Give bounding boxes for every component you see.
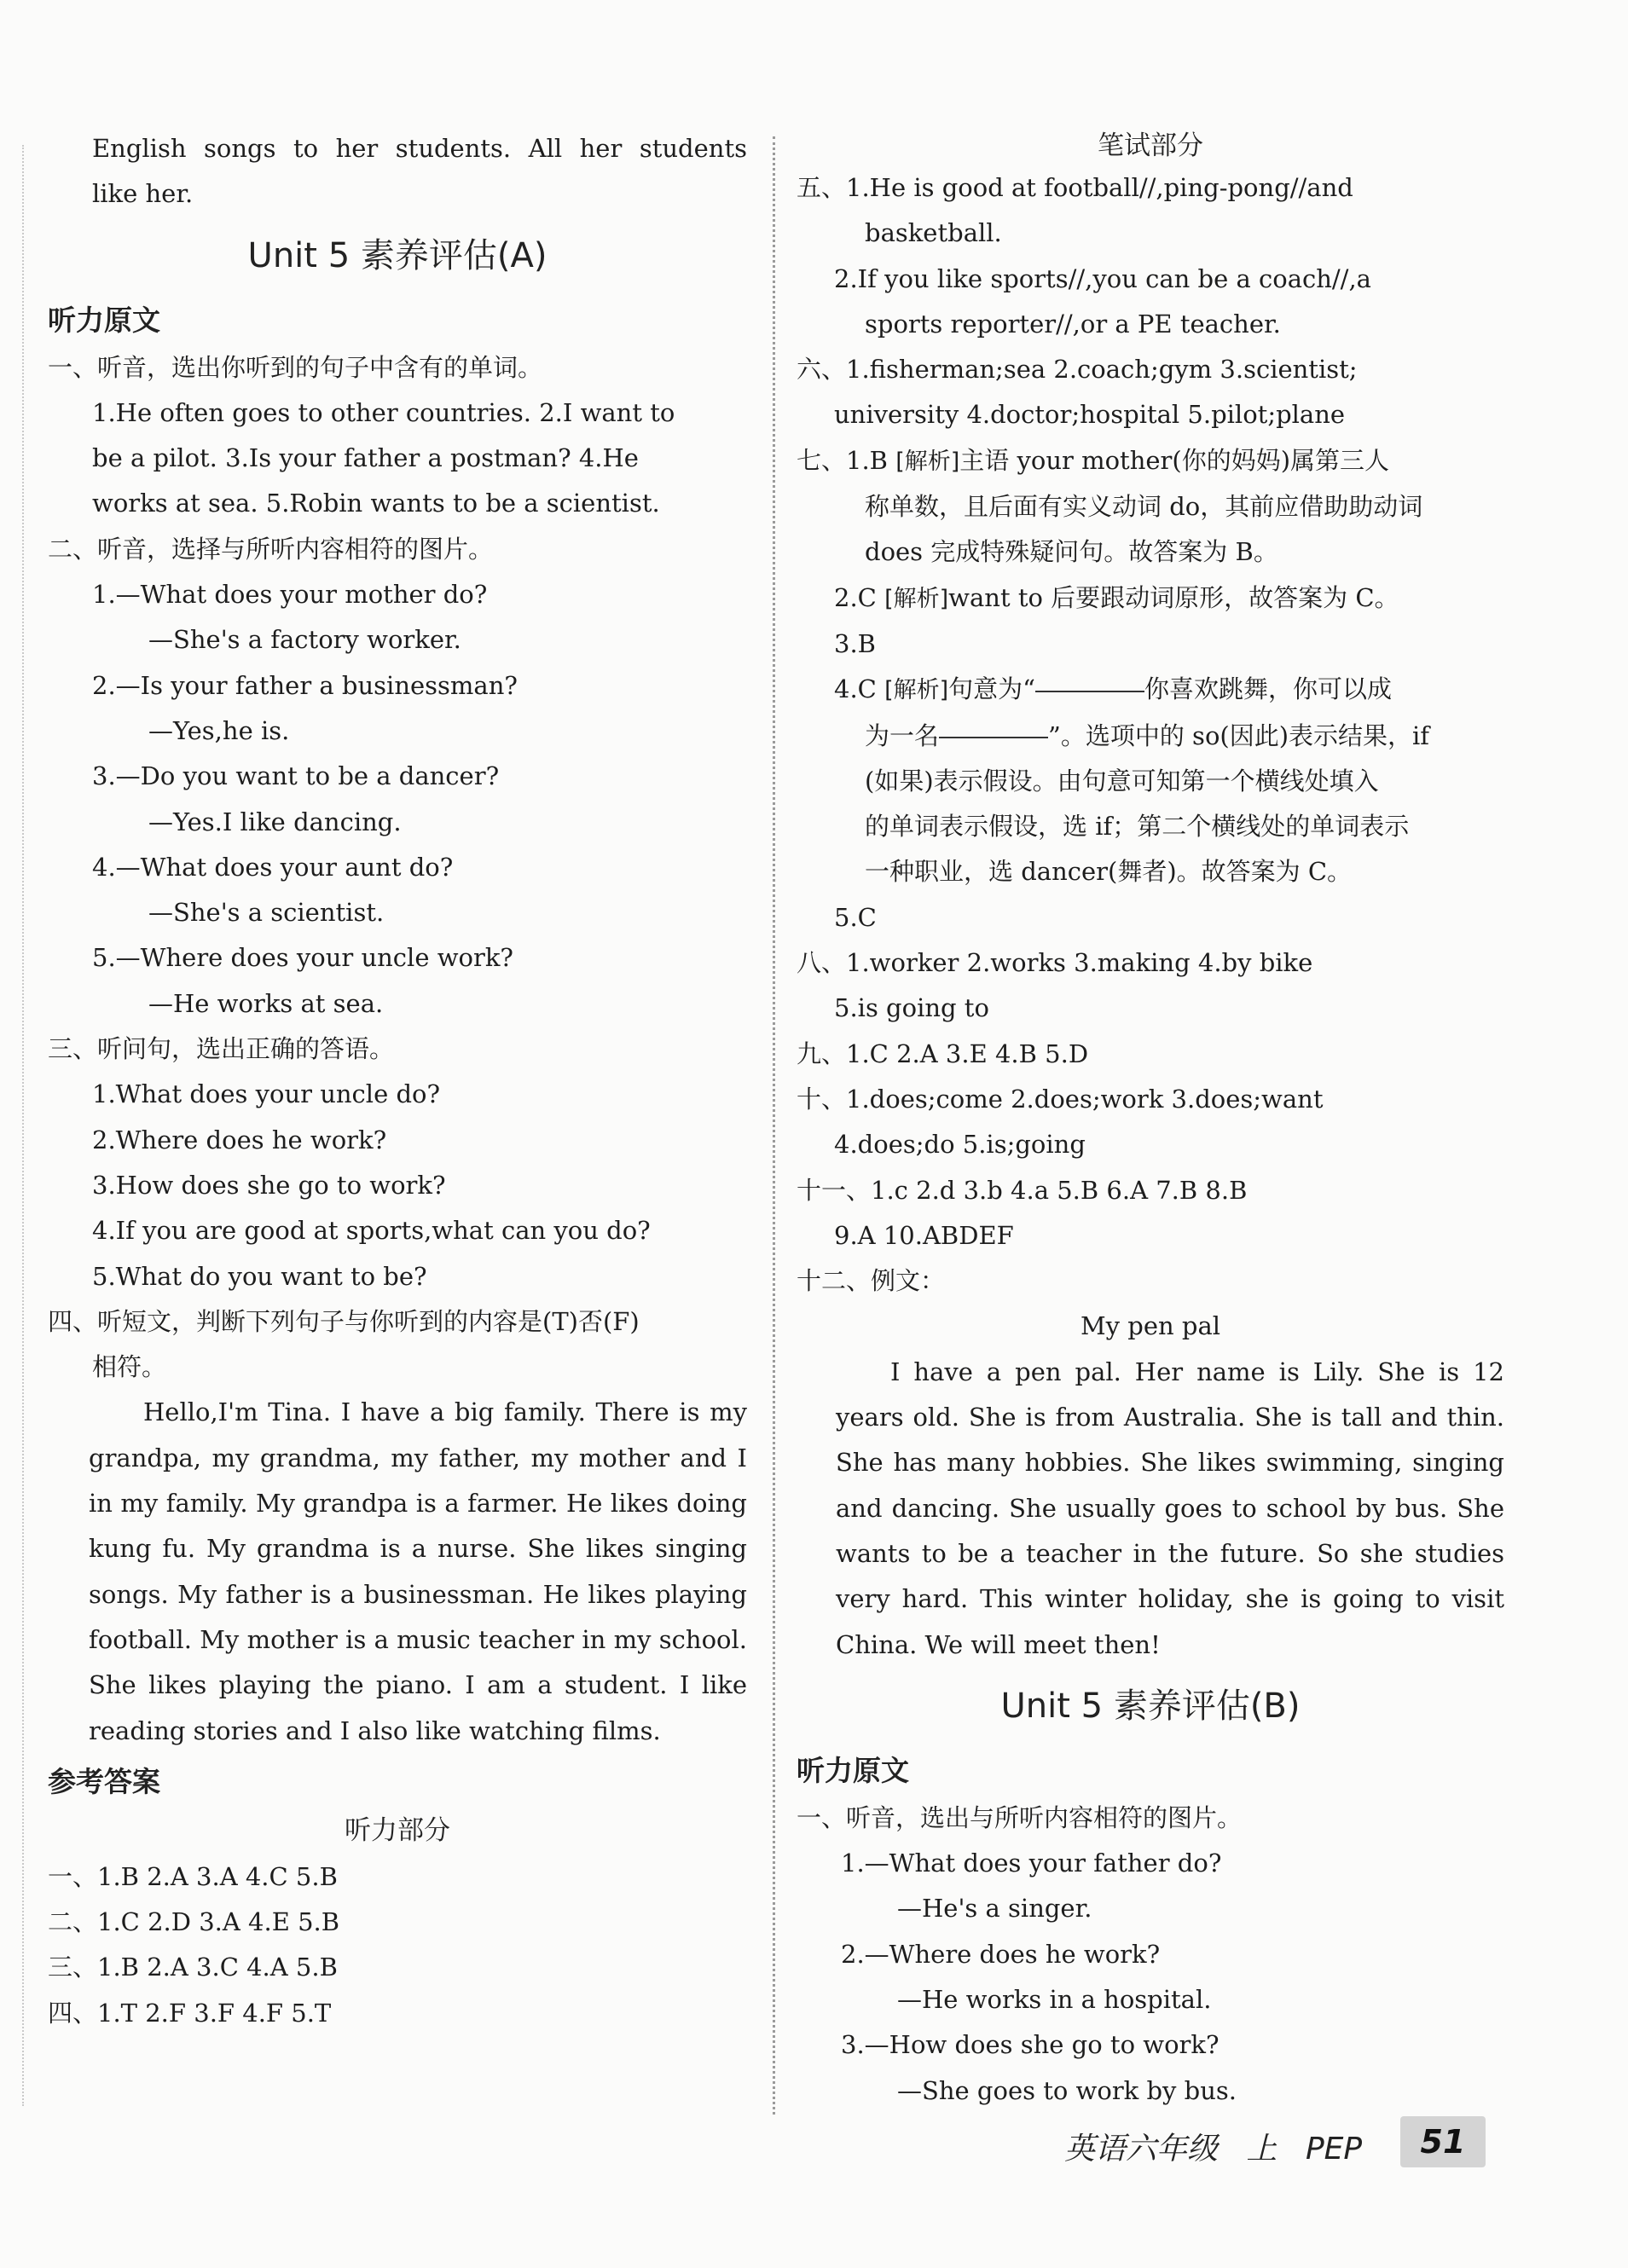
analysis-tag: [解析] <box>884 585 949 612</box>
dialog-question: 2.—Is your father a businessman? <box>92 670 518 700</box>
dialog-answer: —Yes.I like dancing. <box>148 807 402 836</box>
intro-line: English songs to her students. All her students <box>92 134 747 163</box>
q6-line: 六、1.fisherman;sea 2.coach;gym 3.scientist; <box>797 355 1358 385</box>
q7-text: ”。选项中的 so(因此)表示结果，if <box>1048 720 1430 750</box>
footer-edition: PEP <box>1305 2132 1363 2167</box>
column-divider <box>773 136 775 2115</box>
b-part1-title: 一、听音，选出与所听内容相符的图片。 <box>797 1802 1243 1832</box>
q7-text: want to 后要跟动词原形，故答案为 C。 <box>948 582 1399 612</box>
part3-item: 2.Where does he work? <box>92 1125 387 1154</box>
footer-subject: 英语六年级 <box>1064 2132 1219 2167</box>
q10-line: 十、1.does;come 2.does;work 3.does;want <box>797 1084 1324 1114</box>
q7-line <box>797 438 1504 484</box>
part3-item: 4.If you are good at sports,what can you do? <box>92 1216 651 1246</box>
q8-line: 5.is going to <box>834 993 989 1023</box>
answer-row: 三、1.B 2.A 3.C 4.A 5.B <box>48 1953 338 1982</box>
part4-passage: Hello,I'm Tina. I have a big family. There is my grandpa, my grandma, my father, my mother and I in my family. My grandpa is a farmer. He likes doing kung fu. My grandma is a nurse. She likes singing songs. My father is a businessman. He likes playing football. My mother is a music teacher in my school. She likes playing the piano. I am a student. I like reading stories and I also like watching films. <box>89 1397 747 1745</box>
q7-number: 2.C <box>834 582 885 612</box>
dialog-question: 3.—Do you want to be a dancer? <box>92 761 500 791</box>
part4-title: 四、听短文，判断下列句子与你听到的内容是(T)否(F) <box>48 1306 640 1336</box>
essay-title: My pen pal <box>1080 1311 1221 1341</box>
answers-heading: 参考答案 <box>48 1764 160 1798</box>
part4-title-cont: 相符。 <box>92 1352 167 1382</box>
q6-line: university 4.doctor;hospital 5.pilot;plane <box>834 400 1346 430</box>
q10-line: 4.does;do 5.is;going <box>834 1130 1086 1160</box>
dialog-question: 2.—Where does he work? <box>841 1939 1161 1969</box>
q7-number: 4.C <box>834 674 885 704</box>
q7-line: 3.B <box>834 628 876 658</box>
q7-text: 句意为“ <box>948 674 1035 704</box>
q5-line: sports reporter//,or a PE teacher. <box>865 309 1281 338</box>
answer-blank <box>939 736 1048 738</box>
dialog-question: 4.—What does your aunt do? <box>92 852 454 882</box>
dialog-question: 3.—How does she go to work? <box>841 2030 1220 2060</box>
dialog-answer: —She's a scientist. <box>148 898 385 928</box>
analysis-tag: [解析] <box>895 448 960 475</box>
dialog-answer: —She goes to work by bus. <box>897 2075 1237 2105</box>
dialog-answer: —He works at sea. <box>148 988 384 1018</box>
intro-line: like her. <box>92 179 194 209</box>
essay-text: I have a pen pal. Her name is Lily. She is 12 years old. She is from Australia. She is tall and thin. She has many hobbies. She likes swimming, singing and dancing. She usually goes to school by bus. She wants to be a teacher in the future. So she studies very hard. This winter holiday, she is going to visit China. We will meet then! <box>836 1357 1504 1659</box>
part1-line: works at sea. 5.Robin wants to be a scientist. <box>92 489 660 518</box>
dialog-answer: —He's a singer. <box>897 1894 1092 1924</box>
q7-line: 一种职业，选 dancer(舞者)。故答案为 C。 <box>865 857 1353 887</box>
q5-line: 2.If you like sports//,you can be a coach//,a <box>834 263 1371 293</box>
right-column <box>797 126 1504 2114</box>
dialog-answer: —Yes,he is. <box>148 715 290 745</box>
listening-script-heading-b: 听力原文 <box>797 1753 909 1787</box>
q7-line <box>797 576 1504 622</box>
answer-row: 一、1.B 2.A 3.A 4.C 5.B <box>48 1861 338 1891</box>
page-number: 51 <box>1400 2116 1486 2167</box>
q7-line: 称单数，且后面有实义动词 do，其前应借助助动词 <box>865 492 1423 522</box>
q7-line: 5.C <box>834 902 877 932</box>
part2-title: 二、听音，选择与所听内容相符的图片。 <box>48 534 494 564</box>
page-edge-marks <box>22 145 24 2106</box>
dialog-question: 5.—Where does your uncle work? <box>92 943 513 973</box>
part3-item: 3.How does she go to work? <box>92 1170 446 1200</box>
q7-number: 七、1.B <box>797 445 896 475</box>
listening-script-heading: 听力原文 <box>48 303 160 337</box>
part1-line: 1.He often goes to other countries. 2.I want to <box>92 397 675 427</box>
q7-line <box>797 714 1504 759</box>
dialog-question: 1.—What does your father do? <box>841 1849 1222 1878</box>
q7-line: (如果)表示假设。由句意可知第一个横线处填入 <box>865 766 1379 796</box>
listening-part-heading: 听力部分 <box>345 1814 450 1846</box>
answer-row: 二、1.C 2.D 3.A 4.E 5.B <box>48 1907 340 1937</box>
written-part-heading: 笔试部分 <box>1098 130 1203 161</box>
part1-title: 一、听音，选出你听到的句子中含有的单词。 <box>48 352 543 382</box>
part3-item: 1.What does your uncle do? <box>92 1079 441 1109</box>
unit-b-title: Unit 5 素养评估(B) <box>1000 1686 1301 1726</box>
answer-blank <box>1035 690 1144 692</box>
answer-row: 四、1.T 2.F 3.F 4.F 5.T <box>48 1998 332 2028</box>
q5-line: basketball. <box>865 218 1002 248</box>
q7-text: 主语 your mother(你的妈妈)属第三人 <box>959 445 1390 475</box>
part1-line: be a pilot. 3.Is your father a postman? 4.He <box>92 443 639 473</box>
q7-line <box>797 667 1504 713</box>
page-footer <box>1064 2125 1381 2168</box>
dialog-answer: —She's a factory worker. <box>148 625 461 655</box>
part3-title: 三、听问句，选出正确的答语。 <box>48 1034 395 1064</box>
q7-text: 为一名 <box>865 720 940 750</box>
q7-text: 你喜欢跳舞，你可以成 <box>1144 674 1392 704</box>
q5-line: 五、1.He is good at football//,ping-pong//and <box>797 173 1353 202</box>
dialog-question: 1.—What does your mother do? <box>92 580 488 610</box>
analysis-tag: [解析] <box>884 677 949 704</box>
q7-line: does 完成特殊疑问句。故答案为 B。 <box>865 537 1278 567</box>
dialog-answer: —He works in a hospital. <box>897 1984 1212 2014</box>
q11-line: 9.A 10.ABDEF <box>834 1220 1014 1250</box>
footer-volume: 上 <box>1246 2132 1277 2167</box>
q8-line: 八、1.worker 2.works 3.making 4.by bike <box>797 948 1313 978</box>
q7-line: 的单词表示假设，选 if；第二个横线处的单词表示 <box>865 812 1410 842</box>
unit-a-title: Unit 5 素养评估(A) <box>247 235 547 275</box>
q9-line: 九、1.C 2.A 3.E 4.B 5.D <box>797 1039 1089 1068</box>
part3-item: 5.What do you want to be? <box>92 1261 427 1291</box>
left-column <box>48 126 747 2036</box>
q11-line: 十一、1.c 2.d 3.b 4.a 5.B 6.A 7.B 8.B <box>797 1175 1248 1205</box>
q12-line: 十二、例文： <box>797 1266 946 1296</box>
